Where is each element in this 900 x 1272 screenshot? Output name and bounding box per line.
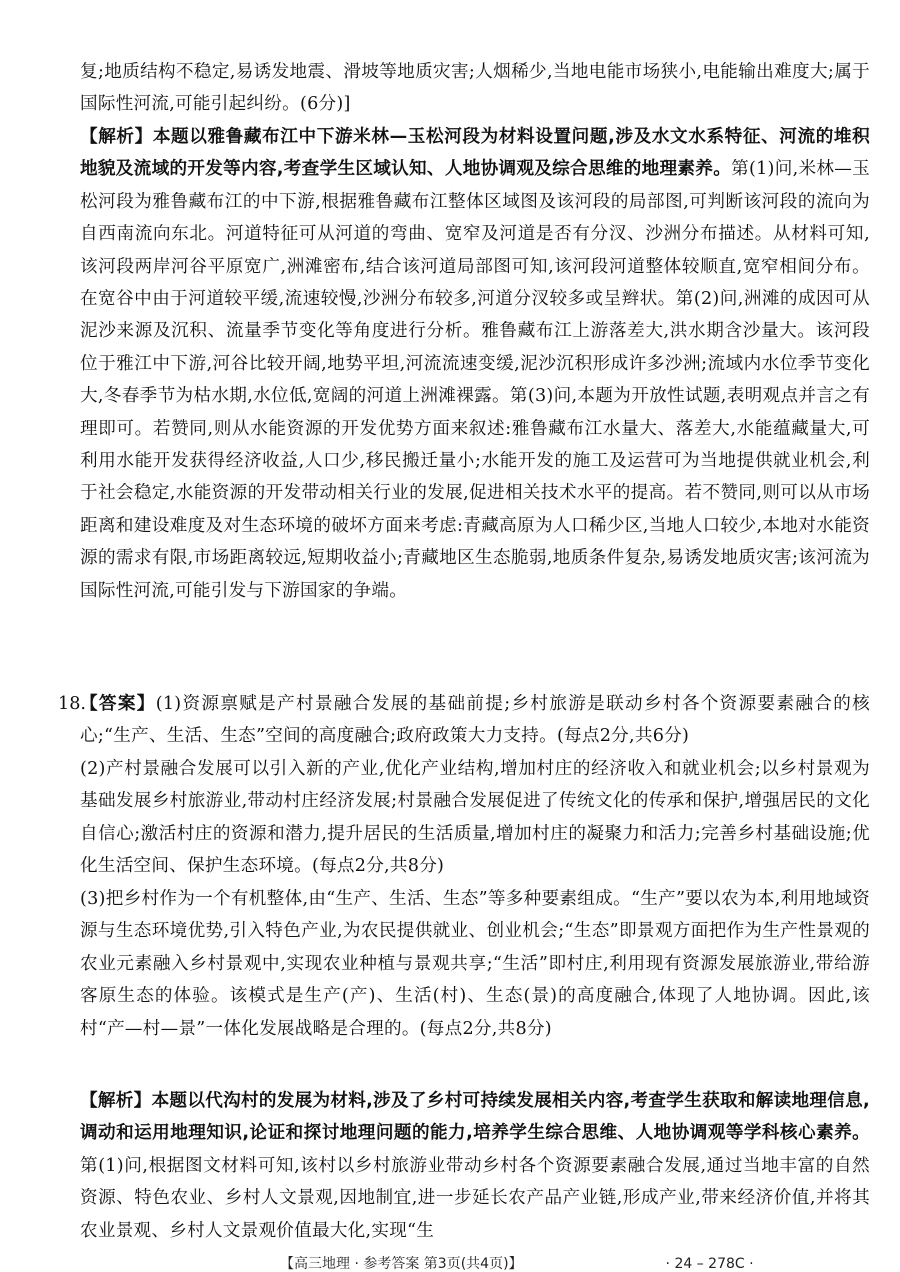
q18-analysis [80, 1085, 870, 1247]
q17-analysis-body: 第(1)问,米林—玉松河段为雅鲁藏布江的中下游,根据雅鲁藏布江整体区域图及该河段的局部图,可判断该河段的流向为自西南流向东北。河道特征可从河道的弯曲、宽窄及河道是否有分汊、沙洲分布描述。从材料可知,该河段两岸河谷平原宽广,洲滩密布,结合该河道局部图可知,该河段河道整体较顺直,宽窄相间分布。在宽谷中由于河道较平缓,流速较慢,沙洲分布较多,河道分汊较多或呈辫状。第(2)问,洲滩的成因可从泥沙来源及沉积、流量季节变化等角度进行分析。雅鲁藏布江上游落差大,洪水期含沙量大。该河段位于雅江中下游,河谷比较开阔,地势平坦,河流流速变缓,泥沙沉积形成许多沙洲;流域内水位季节变化大,冬春季节为枯水期,水位低,宽阔的河道上洲滩裸露。第(3)问,本题为开放性试题,表明观点并言之有理即可。若赞同,则从水能资源的开发优势方面来叙述:雅鲁藏布江水量大、落差大,水能蕴藏量大,可利用水能开发获得经济收益,人口少,移民搬迁量小;水能开发的施工及运营可为当地提供就业机会,利于社会稳定,水能资源的开发带动相关行业的发展,促进相关技术水平的提高。若不赞同,则可以从市场距离和建设难度及对生态环境的破坏方面来考虑:青藏高原为人口稀少区,当地人口较少,本地对水能资源的需求有限,市场距离较远,短期收益小;青藏地区生态脆弱,地质条件复杂,易诱发地质灾害;该河流为国际性河流,可能引发与下游国家的争端。 [80, 159, 871, 601]
q18-analysis-label: 【解析】 [80, 1091, 152, 1111]
q17-analysis-label: 【解析】 [80, 127, 153, 147]
q17-analysis-intro: 本题以雅鲁藏布江中下游米林—玉松河段为材料设置问题,涉及水文水系特征、河流的堆积地貌及流域的开发等内容,考查学生区域认知、人地协调观及综合思维的地理素养。 [80, 127, 870, 180]
q18-answer-1-text: (1)资源禀赋是产村景融合发展的基础前提;乡村旅游是联动乡村各个资源要素融合的核心;“生产、生活、生态”空间的高度融合;政府政策大力支持。(每点2分,共6分) [80, 694, 870, 747]
q18-analysis-body: 第(1)问,根据图文材料可知,该村以乡村旅游业带动乡村各个资源要素融合发展,通过当地丰富的自然资源、特色农业、乡村人文景观,因地制宜,进一步延长农产品产业链,形成产业,带来经济价值,并将其农业景观、乡村人文景观价值最大化,实现“生 [80, 1155, 870, 1241]
q18-analysis-intro: 本题以代沟村的发展为材料,涉及了乡村可持续发展相关内容,考查学生获取和解读地理信息,调动和运用地理知识,论证和探讨地理问题的能力,培养学生综合思维、人地协调观等学科核心素养。 [80, 1091, 870, 1144]
question-number-18: 18. [58, 694, 86, 714]
q17-analysis [80, 121, 870, 607]
page-footer [280, 1256, 880, 1272]
q18-answer-2: (2)产村景融合发展可以引入新的产业,优化产业结构,增加村庄的经济收入和就业机会;以乡村景观为基础发展乡村旅游业,带动村庄经济发展;村景融合发展促进了传统文化的传承和保护,增强居民的文化自信心;激活村庄的资源和潜力,提升居民的生活质量,增加村庄的凝聚力和活力;完善乡村基础设施;优化生活空间、保护生态环境。(每点2分,共8分) [80, 759, 870, 877]
q18-answer-1 [80, 688, 870, 753]
q17-answer-continuation: 复;地质结构不稳定,易诱发地震、滑坡等地质灾害;人烟稀少,当地电能市场狭小,电能输出难度大;属于国际性河流,可能引起纠纷。(6分)] [80, 62, 870, 115]
q18-answer-3: (3)把乡村作为一个有机整体,由“生产、生活、生态”等多种要素组成。“生产”要以农为本,利用地域资源与生态环境优势,引入特色产业,为农民提供就业、创业机会;“生态”即景观方面把作为生产性景观的农业元素融入乡村景观中,实现农业种植与景观共享;“生活”即村庄,利用现有资源发展旅游业,带给游客原生态的体验。该模式是生产(产)、生活(村)、生态(景)的高度融合,体现了人地协调。因此,该村“产—村—景”一体化发展战略是合理的。(每点2分,共8分) [80, 889, 870, 1039]
footer-code: · 24 – 278C · [665, 1256, 754, 1272]
q18-answer-label: 【答案】 [80, 694, 156, 714]
footer-title: 【高三地理 · 参考答案 第3页(共4页)】 [280, 1256, 516, 1272]
